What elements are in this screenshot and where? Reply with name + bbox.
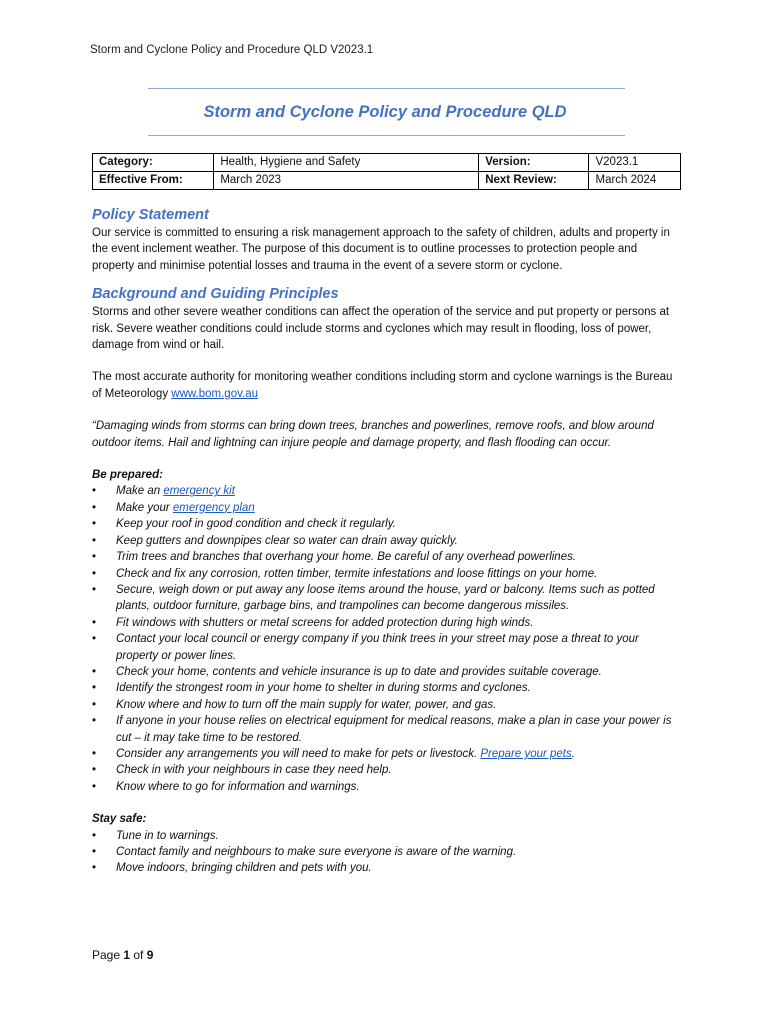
list-item: • Know where and how to turn off the main supply for water, power, and gas. [92, 697, 682, 713]
table-row [93, 154, 681, 172]
list-item: • Know where to go for information and warnings. [92, 779, 682, 795]
stay-safe-heading: Stay safe: [92, 813, 147, 826]
bom-paragraph [92, 369, 682, 402]
be-prepared-heading: Be prepared: [92, 469, 163, 482]
page-number: 1 [123, 948, 131, 962]
stay-safe-list [92, 828, 682, 877]
quote-paragraph: “Damaging winds from storms can bring down trees, branches and powerlines, remove roofs, and blow around outdoor items. Hail and lightning can injure people and damage property, and flash flooding can occur. [92, 420, 654, 449]
list-item: • Make your emergency plan [92, 500, 682, 516]
category-label: Category: [93, 154, 214, 172]
list-item: • Contact family and neighbours to make sure everyone is aware of the warning. [92, 844, 682, 860]
page-footer: Page 1 of 9 [92, 948, 154, 962]
next-review-label: Next Review: [479, 172, 589, 190]
list-item: • Make an emergency kit [92, 483, 682, 499]
list-item: • Identify the strongest room in your home to shelter in during storms and cyclones. [92, 680, 682, 696]
background-heading: Background and Guiding Principles [92, 286, 339, 303]
policy-statement-heading: Policy Statement [92, 207, 209, 223]
list-item: • Move indoors, bringing children and pets with you. [92, 860, 682, 876]
title-rule-bottom [148, 135, 625, 136]
policy-statement-text: Our service is committed to ensuring a risk management approach to the safety of children, adults and property in the event inclement weather. The purpose of this document is to outline processes to protection people and property and minimise potential losses and trauma in the event of a severe storm or cyclone. [92, 227, 670, 272]
document-body [92, 205, 682, 877]
list-item: • Fit windows with shutters or metal screens for added protection during high winds. [92, 615, 682, 631]
effective-from-value: March 2023 [214, 172, 479, 190]
background-paragraph: Storms and other severe weather conditions can affect the operation of the service and put property or persons at risk. Severe weather conditions could include storms and cyclones which may result in flooding, loss of power, damage from wind or hail. [92, 306, 670, 352]
list-item: • Trim trees and branches that overhang your home. Be careful of any overhead powerlines. [92, 549, 682, 565]
effective-from-label: Effective From: [93, 172, 214, 190]
list-item: • Keep gutters and downpipes clear so water can drain away quickly. [92, 533, 682, 549]
bom-link[interactable]: www.bom.gov.au [171, 387, 258, 400]
list-item: • Keep your roof in good condition and check it regularly. [92, 516, 682, 532]
document-title: Storm and Cyclone Policy and Procedure QLD [203, 103, 567, 121]
be-prepared-list [92, 483, 682, 795]
category-value: Health, Hygiene and Safety [214, 154, 479, 172]
list-item: • Check your home, contents and vehicle insurance is up to date and provides suitable coverage. [92, 664, 682, 680]
bom-text: The most accurate authority for monitoring weather conditions including storm and cyclone warnings is the Bureau of Meteorology [92, 371, 673, 400]
list-item: • If anyone in your house relies on electrical equipment for medical reasons, make a plan in case your power is cut – it may take time to be restored. [92, 713, 682, 746]
list-item: • Tune in to warnings. [92, 828, 682, 844]
list-item: • Consider any arrangements you will need to make for pets or livestock. Prepare your pets. [92, 746, 682, 762]
prepare-pets-link[interactable]: Prepare your pets [480, 747, 572, 760]
emergency-kit-link[interactable]: emergency kit [163, 485, 235, 498]
version-label: Version: [479, 154, 589, 172]
policy-meta-table [92, 153, 681, 190]
list-item: • Check and fix any corrosion, rotten timber, termite infestations and loose fittings on your home. [92, 566, 682, 582]
emergency-plan-link[interactable]: emergency plan [172, 501, 255, 514]
version-value: V2023.1 [589, 154, 681, 172]
next-review-value: March 2024 [589, 172, 681, 190]
title-rule-top [148, 88, 625, 89]
list-item: • Secure, weigh down or put away any loose items around the house, yard or balcony. Items such as potted plants, outdoor furniture, garbage bins, and trampolines can become dangerous missiles. [92, 582, 682, 615]
running-header: Storm and Cyclone Policy and Procedure QLD V2023.1 [90, 44, 374, 56]
page-total: 9 [146, 948, 154, 962]
list-item: • Check in with your neighbours in case they need help. [92, 762, 682, 778]
list-item: • Contact your local council or energy company if you think trees in your street may pose a threat to your property or power lines. [92, 631, 682, 664]
table-row [93, 172, 681, 190]
